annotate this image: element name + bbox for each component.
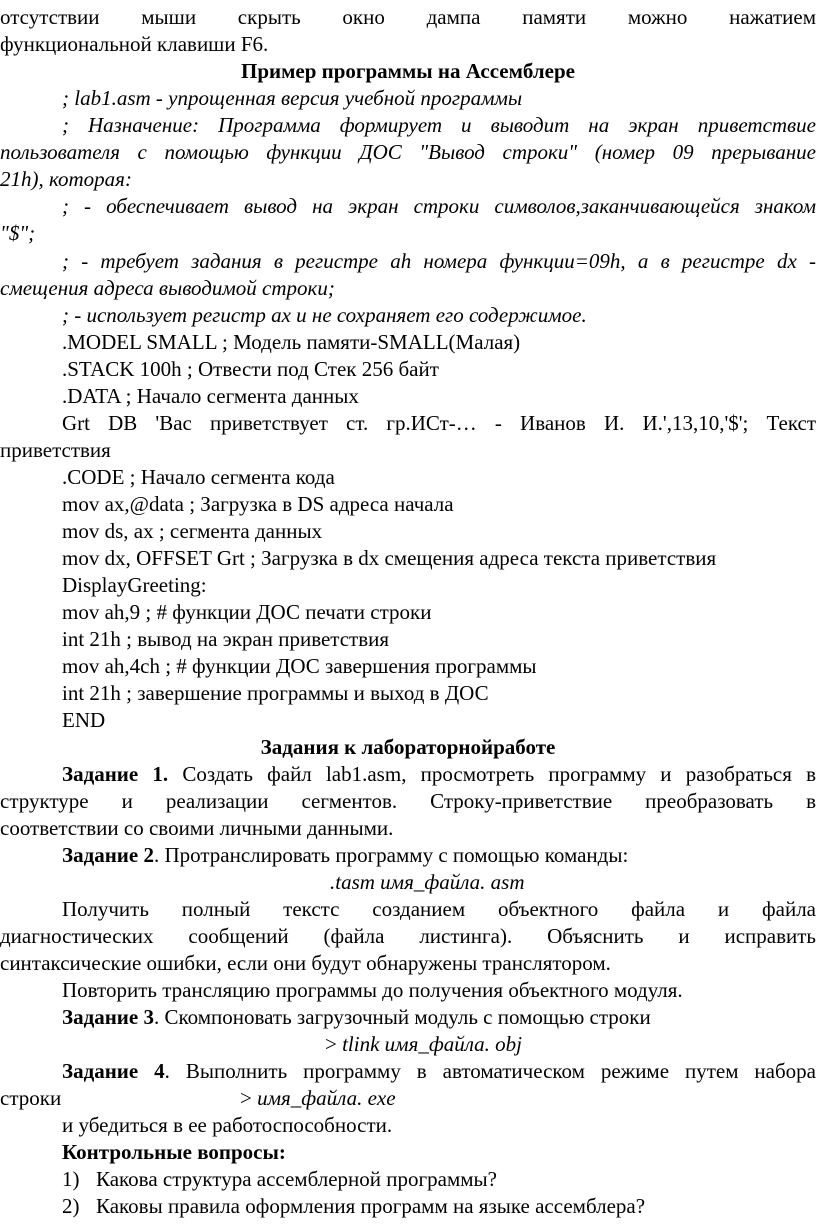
code-line: DisplayGreeting:: [62, 573, 207, 597]
list-item-number: 1): [62, 1167, 80, 1191]
list-item-text: Какова структура ассемблерной программы?: [96, 1167, 497, 1191]
code-line: приветствия: [0, 438, 111, 462]
code-line: END: [62, 708, 106, 732]
task4-command: [240, 1085, 396, 1111]
code-line: mov dx, OFFSET Grt ; Загрузка в dx смещения адреса текста приветствия: [62, 546, 717, 570]
comment-line: пользователя с помощью функции ДОС "Вывод строки" (номер 09 прерывание: [0, 140, 816, 164]
task2-line: [0, 842, 816, 868]
command-prompt: >: [325, 1032, 343, 1056]
task1-text: Создать файл lab1.asm, просмотреть программу и разобраться в: [168, 762, 816, 786]
task2-para-line: Получить полный текстс созданием объектного файла и файла: [62, 897, 816, 921]
code-line: .MODEL SMALL ; Модель памяти-SMALL(Малая): [62, 330, 521, 354]
task4-label: Задание 4: [62, 1059, 165, 1083]
code-line: .DATA ; Начало сегмента данных: [62, 384, 359, 408]
task1-line: [0, 761, 816, 787]
task4-text: . Выполнить программу в автоматическом режиме путем набора: [164, 1059, 816, 1083]
task2-label: Задание 2: [62, 843, 154, 867]
task1-line: структуре и реализации сегментов. Строку-приветствие преобразовать в: [0, 789, 816, 813]
comment-line: ; Назначение: Программа формирует и выводит на экран приветствие: [62, 113, 816, 137]
intro-line: отсутствии мыши скрыть окно дампа памяти можно нажатием: [0, 5, 816, 29]
task3-text: . Скомпоновать загрузочный модуль с помощью строки: [153, 1005, 651, 1029]
task1-line: соответствии со своими личными данными.: [0, 816, 394, 840]
task2-command: .tasm имя_файла. asm: [330, 870, 525, 894]
task3-command: [0, 1031, 816, 1057]
code-line: int 21h ; завершение программы и выход в ДОС: [62, 681, 489, 705]
task3-line: [0, 1004, 816, 1030]
code-line: mov ds, ax ; сегмента данных: [62, 519, 323, 543]
intro-line: функциональной клавиши F6.: [0, 32, 269, 56]
task4-line: и убедиться в ее работоспособности.: [62, 1113, 393, 1137]
comment-line: ; - использует регистр ax и не сохраняет его содержимое.: [62, 303, 587, 327]
list-item: [0, 1166, 816, 1192]
comment-line: ; - требует задания в регистре ah номера функции=09h, а в регистре dx -: [62, 249, 816, 273]
task4-word: строки: [0, 1086, 62, 1110]
example-heading: Пример программы на Ассемблере: [240, 59, 575, 83]
task2-text: . Протранслировать программу с помощью команды:: [153, 843, 629, 867]
code-line: mov ah,4ch ; # функции ДОС завершения программы: [62, 654, 537, 678]
comment-line: ; lab1.asm - упрощенная версия учебной программы: [62, 86, 523, 110]
task2-repeat: Повторить трансляцию программы до получения объектного модуля.: [62, 978, 683, 1002]
code-line: int 21h ; вывод на экран приветствия: [62, 627, 390, 651]
code-line: Grt DB 'Вас приветствует ст. гр.ИСт-… - Иванов И. И.',13,10,'$'; Текст: [62, 411, 816, 435]
questions-heading: Контрольные вопросы:: [62, 1140, 286, 1164]
task4-line: [0, 1058, 816, 1084]
tasks-heading: Задания к лабораторнойработе: [260, 735, 556, 759]
comment-line: 21h), которая:: [0, 167, 132, 191]
code-line: .CODE ; Начало сегмента кода: [62, 465, 335, 489]
code-line: mov ah,9 ; # функции ДОС печати строки: [62, 600, 432, 624]
list-item-text: Каковы правила оформления программ на языке ассемблера?: [96, 1194, 646, 1218]
comment-line: "$";: [0, 221, 36, 245]
list-item-number: 2): [62, 1194, 80, 1218]
code-line: mov ax,@data ; Загрузка в DS адреса начала: [62, 492, 454, 516]
comment-line: смещения адреса выводимой строки;: [0, 276, 335, 300]
code-line: .STACK 100h ; Отвести под Стек 256 байт: [62, 357, 439, 381]
command-prompt: >: [240, 1086, 258, 1110]
task1-label: Задание 1.: [62, 762, 169, 786]
comment-line: ; - обеспечивает вывод на экран строки символов,заканчивающейся знаком: [62, 194, 816, 218]
command-text: имя_файла. exe: [257, 1086, 396, 1110]
command-text: tlink имя_файла. obj: [342, 1032, 522, 1056]
task4-line: [0, 1085, 816, 1111]
list-item: [0, 1193, 816, 1219]
task3-label: Задание 3: [62, 1005, 154, 1029]
task2-para-line: синтаксические ошибки, если они будут обнаружены транслятором.: [0, 951, 611, 975]
task2-para-line: диагностических сообщений (файла листинга). Объяснить и исправить: [0, 924, 816, 948]
